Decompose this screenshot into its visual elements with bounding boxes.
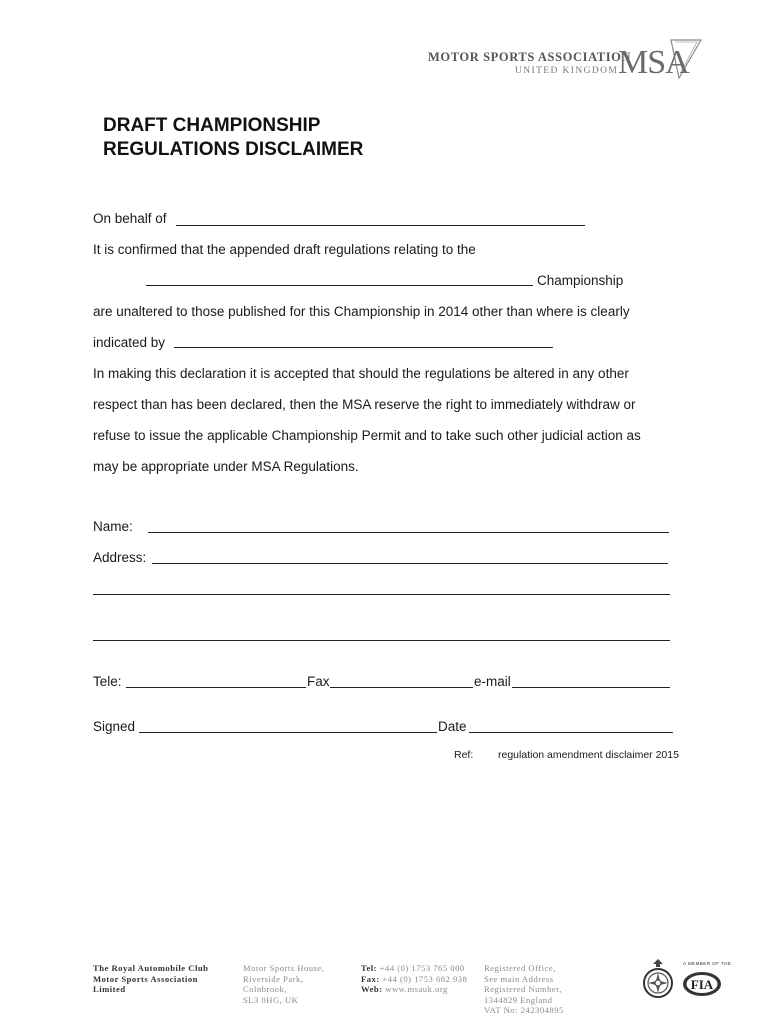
footer-address-line-4: SL3 0HG, UK [243,994,299,1005]
footer-club-line-2: Motor Sports Association [93,973,198,984]
ref-label: Ref: [454,749,474,761]
fax-field[interactable] [330,687,473,688]
declaration-line-4: may be appropriate under MSA Regulations. [93,459,359,474]
footer-address-line-2: Riverside Park, [243,973,304,984]
address-field-line-1[interactable] [152,563,668,564]
name-field[interactable] [148,532,669,533]
email-label: e-mail [474,674,511,689]
name-label: Name: [93,519,133,534]
footer-contact [361,963,467,995]
footer-club-line-1: The Royal Automobile Club [93,963,209,973]
confirm-text: It is confirmed that the appended draft regulations relating to the [93,242,476,257]
title-line-1: DRAFT CHAMPIONSHIP [103,115,321,136]
footer-registered-line-4: 1344829 England [484,994,553,1005]
footer-club-line-3: Limited [93,984,126,995]
fia-caption: A MEMBER OF THE [683,961,732,966]
championship-field[interactable] [146,285,533,286]
title-line-2: REGULATIONS DISCLAIMER [103,139,364,160]
championship-label: Championship [537,273,624,288]
footer-registered-line-3: Registered Number, [484,984,562,995]
declaration-line-3: refuse to issue the applicable Championship Permit and to take such other judicial action as [93,428,641,443]
footer-club [93,963,208,995]
org-name: MOTOR SPORTS ASSOCIATION [428,50,632,64]
on-behalf-label: On behalf of [93,211,167,226]
address-field-line-2[interactable] [93,594,670,595]
footer-address [243,963,324,1005]
indicated-by-field[interactable] [174,347,553,348]
indicated-by-label: indicated by [93,335,166,350]
footer-fax-value: +44 (0) 1753 682 938 [382,973,468,984]
org-country: UNITED KINGDOM [515,66,619,76]
page-title [103,114,363,162]
declaration-line-2: respect than has been declared, then the MSA reserve the right to immediately withdraw or [93,397,636,412]
footer-tel-label: Tel: [361,963,378,973]
ref-value: regulation amendment disclaimer 2015 [498,749,679,761]
footer-address-line-3: Colnbrook, [243,984,287,995]
fax-label: Fax [307,674,330,689]
declaration-line-1: In making this declaration it is accepted that should the regulations be altered in any other [93,366,629,381]
msa-logo: MSA [618,44,689,81]
footer-web-label: Web: [361,984,383,995]
footer-web [361,984,467,995]
tele-field[interactable] [126,687,306,688]
footer-fax [361,974,467,985]
fia-letters: FIA [690,977,714,992]
signature-field[interactable] [139,732,437,733]
tele-label: Tele: [93,674,122,689]
address-field-line-3[interactable] [93,640,670,641]
rac-crest-icon [641,958,675,1000]
footer-registered-line-1: Registered Office, [484,963,556,973]
email-field[interactable] [512,687,670,688]
date-label: Date [438,719,467,734]
footer-registered [484,963,564,1016]
footer-tel-value: +44 (0) 1753 765 000 [379,963,465,973]
on-behalf-field[interactable] [176,225,585,226]
date-field[interactable] [469,732,673,733]
footer-address-line-1: Motor Sports House, [243,963,325,973]
address-label: Address: [93,550,147,565]
signed-label: Signed [93,719,136,734]
footer-registered-line-2: See main Address [484,973,554,984]
footer-web-value: www.msauk.org [385,984,448,995]
fia-logo-icon [681,962,723,998]
footer-fax-label: Fax: [361,973,380,984]
footer-registered-line-5: VAT No: 242304895 [484,1005,564,1016]
footer-tel [361,963,467,974]
unaltered-text: are unaltered to those published for this Championship in 2014 other than where is clearly [93,304,630,319]
